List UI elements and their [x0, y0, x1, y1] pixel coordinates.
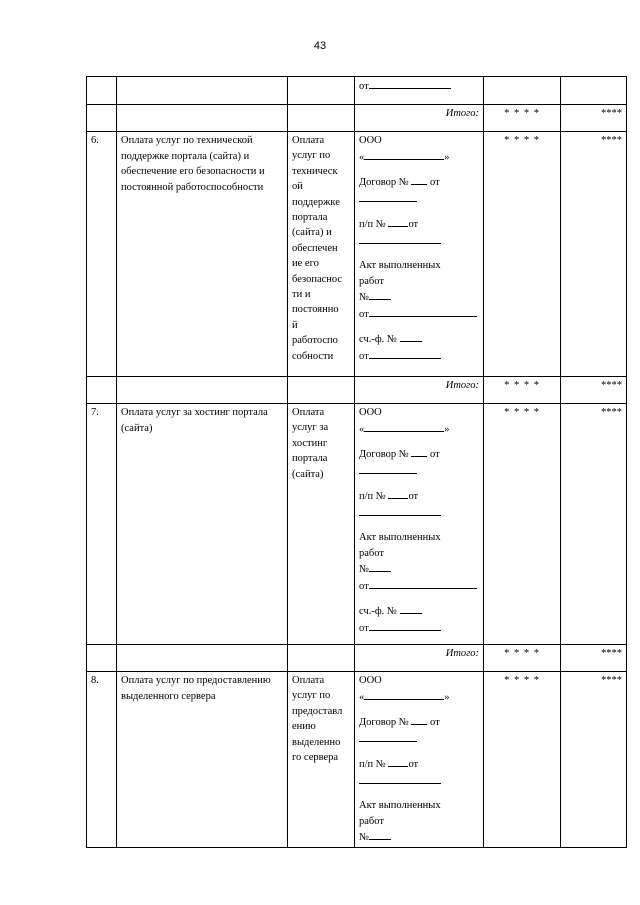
table-row	[87, 132, 627, 377]
company-label: ООО	[359, 135, 382, 146]
value-a: * * * *	[484, 132, 561, 377]
blank-line	[359, 191, 417, 202]
table-row	[87, 672, 627, 848]
total-row	[87, 377, 627, 404]
invoice-label: сч.-ф. №	[359, 334, 397, 345]
act-label: Акт выполненных	[359, 800, 441, 811]
value-b: ****	[561, 404, 627, 645]
service-name: Оплата услуг за хостинг портала (сайта)	[117, 404, 288, 645]
row-number: 8.	[87, 672, 117, 848]
total-value-b: ****	[561, 105, 627, 132]
value-a: * * * *	[484, 672, 561, 848]
total-row	[87, 645, 627, 672]
total-value-a: * * * *	[484, 377, 561, 404]
document-cell: ООО « » Договор № от п/п № от Акт выполненных работ №	[355, 672, 484, 848]
invoice-label: сч.-ф. №	[359, 606, 397, 617]
payment-order-label: п/п №	[359, 759, 386, 770]
table-row	[87, 77, 627, 105]
value-b: ****	[561, 672, 627, 848]
table-row	[87, 404, 627, 645]
blank-line	[359, 233, 441, 244]
payment-order-label: п/п №	[359, 491, 386, 502]
contract-label: Договор №	[359, 717, 409, 728]
total-value-a: * * * *	[484, 645, 561, 672]
company-label: ООО	[359, 407, 382, 418]
total-label: Итого:	[355, 377, 484, 404]
total-value-a: * * * *	[484, 105, 561, 132]
total-value-b: ****	[561, 645, 627, 672]
blank-line	[364, 689, 444, 700]
document-cell: ООО « » Договор № от п/п № от Акт выполненных работ № от сч.-ф. № от	[355, 132, 484, 377]
row-number: 6.	[87, 132, 117, 377]
payments-table	[86, 76, 627, 848]
service-name: Оплата услуг по технической поддержке портала (сайта) и обеспечение его безопасности и постоянной работоспособности	[117, 132, 288, 377]
payment-purpose: Оплата услуг по предоставл ению выделенно го сервера	[288, 672, 355, 848]
service-name: Оплата услуг по предоставлению выделенного сервера	[117, 672, 288, 848]
value-a: * * * *	[484, 404, 561, 645]
blank-line	[364, 149, 444, 160]
blank-line	[364, 421, 444, 432]
document-cell: ООО « » Договор № от п/п № от Акт выполненных работ № от сч.-ф. № от	[355, 404, 484, 645]
row-number: 7.	[87, 404, 117, 645]
contract-label: Договор №	[359, 177, 409, 188]
act-label: Акт выполненных	[359, 532, 441, 543]
total-label: Итого:	[355, 105, 484, 132]
payment-purpose: Оплата услуг за хостинг портала (сайта)	[288, 404, 355, 645]
doc-ot-label: от	[359, 81, 369, 92]
act-label: Акт выполненных	[359, 260, 441, 271]
total-value-b: ****	[561, 377, 627, 404]
contract-label: Договор №	[359, 449, 409, 460]
total-label: Итого:	[355, 645, 484, 672]
document-cell	[355, 77, 484, 105]
page-number: 43	[313, 40, 327, 52]
value-b: ****	[561, 132, 627, 377]
total-row	[87, 105, 627, 132]
blank-line	[369, 78, 451, 89]
blank-line	[359, 463, 417, 474]
blank-line	[359, 505, 441, 516]
payment-purpose: Оплата услуг по техническ ой поддержке портала (сайта) и обеспечен ие его безопаснос ти и постоянно й работоспо собности	[288, 132, 355, 377]
blank-line	[359, 773, 441, 784]
payment-order-label: п/п №	[359, 219, 386, 230]
blank-line	[359, 731, 417, 742]
company-label: ООО	[359, 675, 382, 686]
